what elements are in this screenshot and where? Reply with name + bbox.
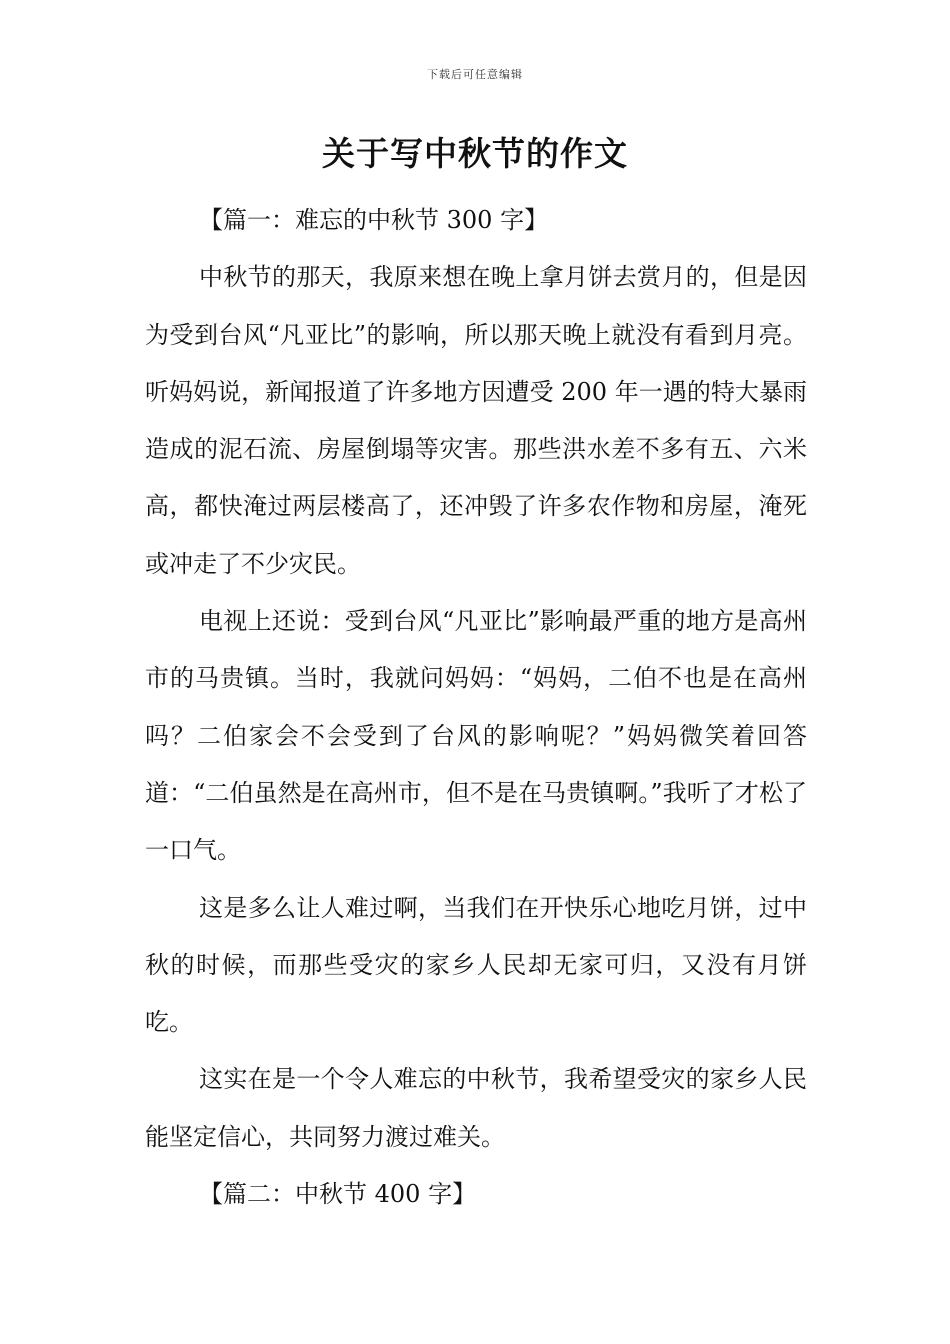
section-heading-2: 【篇二：中秋节 400 字】: [199, 1180, 477, 1209]
header-note: 下载后可任意编辑: [427, 68, 523, 81]
document-title: 关于写中秋节的作文: [322, 134, 628, 173]
paragraph-3: 这是多么让人难过啊，当我们在开快乐心地吃月饼，过中秋的时候，而那些受灾的家乡人民却无家可归，又没有月饼吃。: [145, 893, 807, 1037]
section-heading-1: 【篇一：难忘的中秋节 300 字】: [199, 206, 549, 234]
document-body: [145, 192, 807, 1223]
paragraph-1: 中秋节的那天，我原来想在晚上拿月饼去赏月的，但是因为受到台风“凡亚比”的影响，所以那天晚上就没有看到月亮。听妈妈说，新闻报道了许多地方因遭受 200 年一遇的特大暴雨造成的泥石流、房屋倒塌等灾害。那些洪水差不多有五、六米高，都快淹过两层楼高了，还冲毁了许多农作物和房屋，淹死或冲走了不少灾民。: [145, 263, 807, 578]
paragraph-2: 电视上还说：受到台风“凡亚比”影响最严重的地方是高州市的马贵镇。当时，我就问妈妈：“妈妈，二伯不也是在高州吗？二伯家会不会受到了台风的影响呢？”妈妈微笑着回答道：“二伯虽然是在高州市，但不是在马贵镇啊。”我听了才松了一口气。: [145, 607, 807, 865]
paragraph-4: 这实在是一个令人难忘的中秋节，我希望受灾的家乡人民能坚定信心，共同努力渡过难关。: [145, 1065, 807, 1151]
